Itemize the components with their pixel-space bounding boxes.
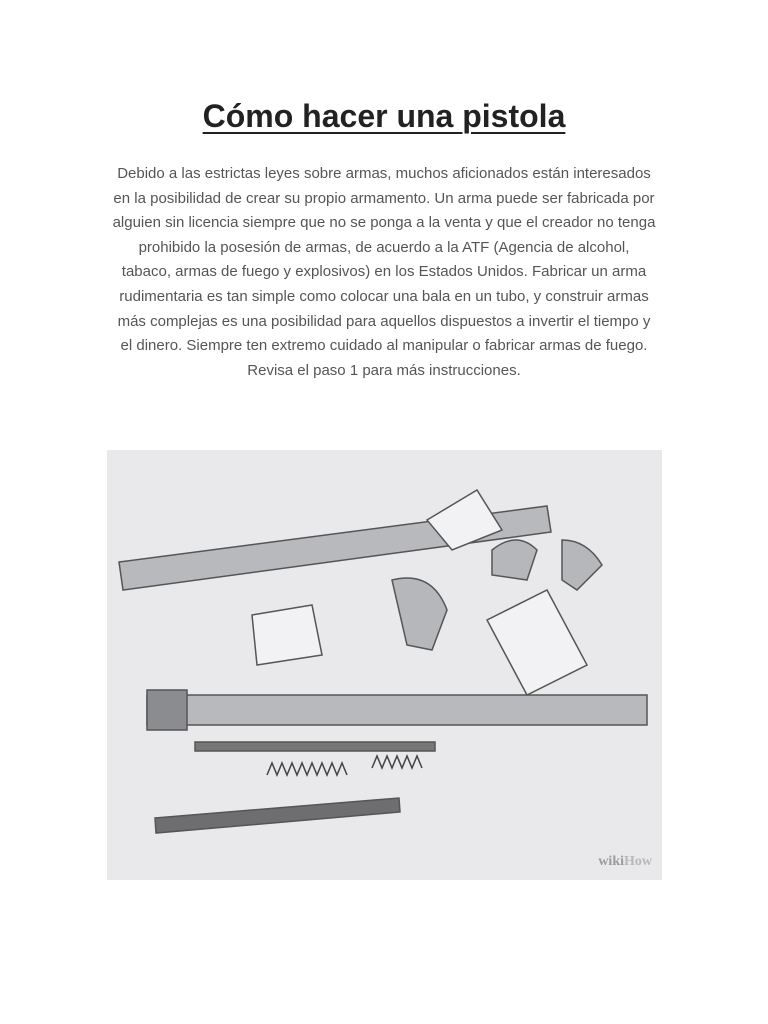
elbow-3 [392,578,447,650]
title-text: Cómo hacer una pistola [202,98,566,134]
elbow-2 [562,540,602,590]
bag-2 [252,605,322,665]
bag-3 [487,590,587,695]
page-title [0,98,768,135]
pipe-cap [147,690,187,730]
illustration [107,450,662,880]
watermark-wiki: wiki [598,854,624,869]
spring-1 [267,763,347,775]
wikihow-watermark [598,854,652,870]
rod [195,742,435,751]
intro-paragraph: Debido a las estrictas leyes sobre armas, muchos aficionados están interesados en la posibilidad de crear su propio armamento. Un arma puede ser fabricada por alguien sin licencia siempre que no se ponga a la venta y que el creador no tenga prohibido la posesión de armas, de acuerdo a la ATF (Agencia de alcohol, tabaco, armas de fuego y explosivos) en los Estados Unidos. Fabricar un arma rudimentaria es tan simple como colocar una bala en un tubo, y construir armas más complejas es una posibilidad para aquellos dispuestos a invertir el tiempo y el dinero. Siempre ten extremo cuidado al manipular o fabricar armas de fuego. Revisa el paso 1 para más instrucciones. [112,165,656,379]
parts-illustration [107,450,662,880]
long-pipe-bottom [147,695,647,725]
flat-bar [155,798,400,833]
spring-2 [372,756,422,768]
watermark-how: How [624,854,652,869]
elbow-1 [492,540,537,580]
